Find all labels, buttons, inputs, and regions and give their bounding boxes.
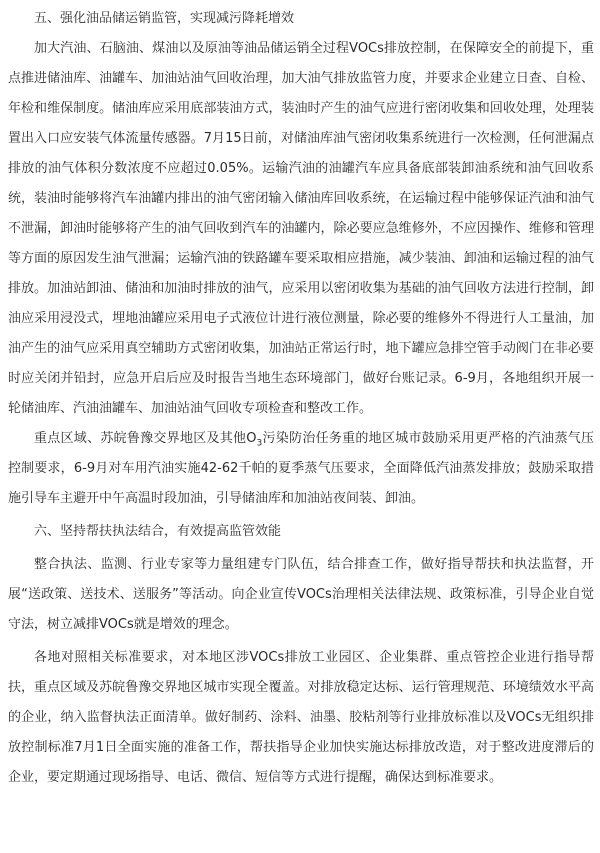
ozone-subscript: 3 — [256, 438, 263, 449]
section-six-paragraph-enforcement: 整合执法、监测、行业专家等力量组建专门队伍，结合排查工作，做好指导帮扶和执法监督，开展“送政策、送技术、送服务”等活动。向企业宣传VOCs治理相关法律法规、政策标准，引导企业自觉守法，树立减排VOCs就是增效的理念。 — [8, 557, 594, 632]
section-five-heading: 五、强化油品储运销监管，实现减污降耗增效 — [34, 11, 295, 26]
section-five-paragraph-oil-storage: 加大汽油、石脑油、煤油以及原油等油品储运销全过程VOCs排放控制，在保障安全的前提下，重点推进储油库、油罐车、加油站油气回收治理，加大油气排放监管力度，并要求企业建立日查、自检、年检和维保制度。储油库应采用底部装油方式，装油时产生的油气应进行密闭收集和回收处理，处理装置出入口应安装气体流量传感器。7月15日前，对储油库油气密闭收集系统进行一次检测，任何泄漏点排放的油气体积分数浓度不应超过0.05%。运输汽油的油罐汽车应具备底部装卸油系统和油气回收系统，装油时能够将汽车油罐内排出的油气密闭输入储油库回收系统，在运输过程中能够保证汽油和油气不泄漏，卸油时能够将产生的油气回收到汽车的油罐内，除必要应急维修外，不应因操作、维修和管理等方面的原因发生油气泄漏；运输汽油的铁路罐车要采取相应措施，减少装油、卸油和运输过程的油气排放。加油站卸油、储油和加油时排放的油气，应采用以密闭收集为基础的油气回收方法进行控制，卸油应采用浸没式，埋地油罐应采用电子式液位计进行液位测量，除必要的维修外不得进行人工量油，加油产生的油气应采用真空辅助方式密闭收集，加油站正常运行时，地下罐应急排空管手动阀门在非必要时应关闭并铅封，应急开启后应及时报告当地生态环境部门，做好台账记录。6-9月，各地组织开展一轮储油库、汽油油罐车、加油站油气回收专项检查和整改工作。 — [8, 41, 594, 416]
section-five-paragraph-vapor-pressure — [8, 424, 594, 514]
vapor-pressure-text-end: 污染防治任务重的地区城市鼓励采用更严格的汽油蒸气压控制要求，6-9月对车用汽油实施42-62千帕的夏季蒸气压要求，全面降低汽油蒸发排放；鼓励采取措施引导车主避开中午高温时段加油，引导储油库和加油站夜间装、卸油。 — [8, 431, 594, 506]
section-six-heading: 六、坚持帮扶执法结合，有效提高监管效能 — [34, 524, 282, 539]
vapor-pressure-text-start: 重点区域、苏皖鲁豫交界地区及其他O — [34, 431, 257, 446]
section-six-paragraph-standards: 各地对照相关标准要求，对本地区涉VOCs排放工业园区、企业集群、重点管控企业进行指导帮扶，重点区域及苏皖鲁豫交界地区城市实现全覆盖。对排放稳定达标、运行管理规范、环境绩效水平高的企业，纳入监督执法正面清单。做好制药、涂料、油墨、胶粘剂等行业排放标准以及VOCs无组织排放控制标准7月1日全面实施的准备工作，帮扶指导企业加快实施达标排放改造，对于整改进度滞后的企业，要定期通过现场指导、电话、微信、短信等方式进行提醒，确保达到标准要求。 — [8, 650, 594, 785]
